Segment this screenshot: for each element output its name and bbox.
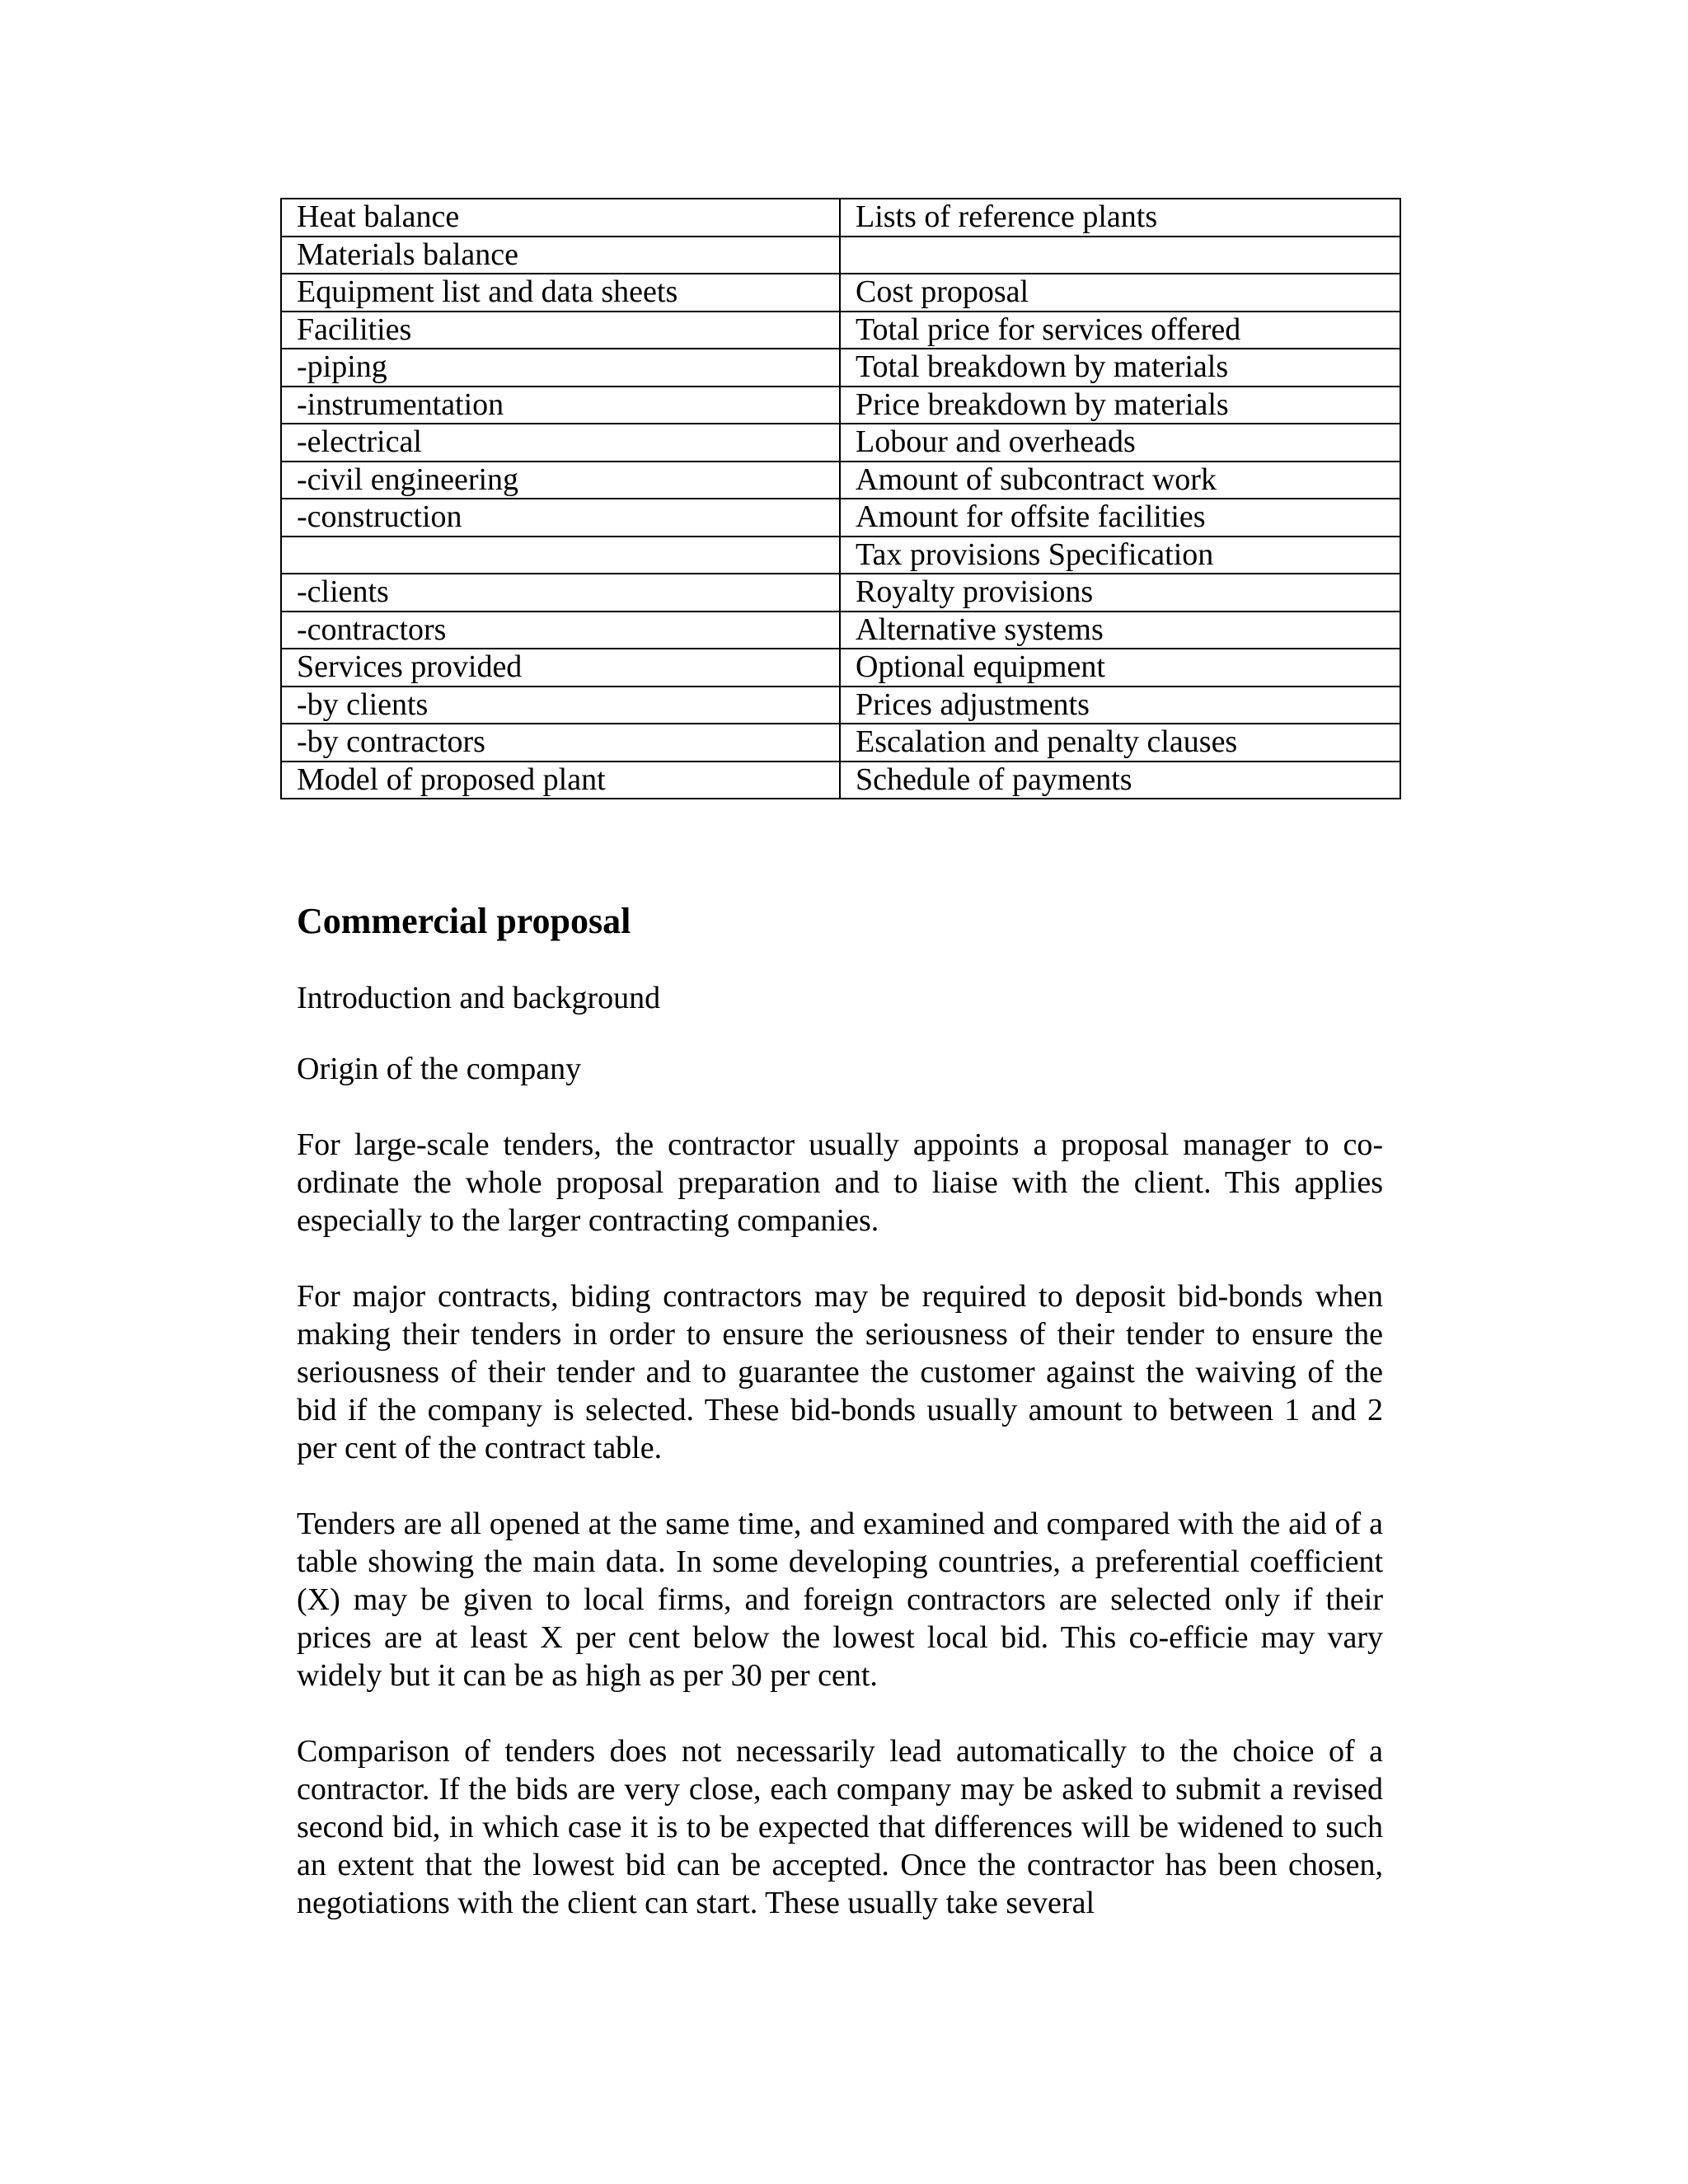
table-row (281, 387, 1400, 424)
table-cell: -by contractors (281, 724, 840, 762)
table-cell: -instrumentation (281, 387, 840, 424)
table-row (281, 499, 1400, 537)
table-row (281, 462, 1400, 499)
proposal-contents-table (280, 198, 1401, 799)
table-row (281, 649, 1400, 687)
table-cell: Royalty provisions (840, 574, 1400, 612)
table-cell: Materials balance (281, 237, 840, 274)
table-row (281, 537, 1400, 574)
section-heading: Commercial proposal (297, 901, 631, 941)
table-cell: Equipment list and data sheets (281, 274, 840, 312)
table-row (281, 312, 1400, 349)
table-row (281, 687, 1400, 724)
table-cell: Total breakdown by materials (840, 349, 1400, 387)
body-paragraph: For large-scale tenders, the contractor usually appoints a proposal manager to co-ordinate the whole proposal preparation and to liaise with the client. This applies especially to the larger contracting companies. (297, 1127, 1383, 1238)
table-cell: Prices adjustments (840, 687, 1400, 724)
table-cell: Cost proposal (840, 274, 1400, 312)
body-paragraph: Comparison of tenders does not necessarily lead automatically to the choice of a contractor. If the bids are very close, each company may be asked to submit a revised second bid, in which case it is to be expected that differences will be widened to such an extent that the lowest bid can be accepted. Once the contractor has been chosen, negotiations with the client can start. These usually take several (297, 1734, 1383, 1920)
table-cell: Model of proposed plant (281, 762, 840, 799)
table-row (281, 424, 1400, 462)
table-cell: Alternative systems (840, 612, 1400, 649)
table-cell: -civil engineering (281, 462, 840, 499)
table-cell: Amount of subcontract work (840, 462, 1400, 499)
table-row (281, 237, 1400, 274)
table-row (281, 724, 1400, 762)
body-paragraph: For major contracts, biding contractors may be required to deposit bid-bonds when making their tenders in order to ensure the seriousness of their tender to ensure the seriousness of their tender and to guarantee the customer against the waiving of the bid if the company is selected. These bid-bonds usually amount to between 1 and 2 per cent of the contract table. (297, 1279, 1383, 1465)
table-row (281, 274, 1400, 312)
table-row (281, 574, 1400, 612)
table-cell: Services provided (281, 649, 840, 687)
table-cell: Tax provisions Specification (840, 537, 1400, 574)
table-cell: Lobour and overheads (840, 424, 1400, 462)
subheading-origin: Origin of the company (297, 1052, 582, 1086)
table-cell: -clients (281, 574, 840, 612)
table-cell: -electrical (281, 424, 840, 462)
body-paragraph: Tenders are all opened at the same time, and examined and compared with the aid of a table showing the main data. In some developing countries, a preferential coefficient (X) may be given to local firms, and foreign contractors are selected only if their prices are at least X per cent below the lowest local bid. This co-efficie may vary widely but it can be as high as per 30 per cent. (297, 1507, 1383, 1693)
table-cell: Optional equipment (840, 649, 1400, 687)
table-cell: Price breakdown by materials (840, 387, 1400, 424)
table-row (281, 612, 1400, 649)
table-cell: -construction (281, 499, 840, 537)
table-cell: -piping (281, 349, 840, 387)
table-cell: Heat balance (281, 199, 840, 237)
table-cell: Total price for services offered (840, 312, 1400, 349)
table-cell: Amount for offsite facilities (840, 499, 1400, 537)
table-cell: Lists of reference plants (840, 199, 1400, 237)
subheading-introduction: Introduction and background (297, 981, 661, 1015)
table-cell: -contractors (281, 612, 840, 649)
table-cell (840, 237, 1400, 274)
table-row (281, 199, 1400, 237)
table-cell: Schedule of payments (840, 762, 1400, 799)
commercial-proposal-section (297, 898, 1383, 1922)
table-cell: Facilities (281, 312, 840, 349)
table-cell (281, 537, 840, 574)
table-cell: Escalation and penalty clauses (840, 724, 1400, 762)
table-row (281, 349, 1400, 387)
table-row (281, 762, 1400, 799)
table-cell: -by clients (281, 687, 840, 724)
